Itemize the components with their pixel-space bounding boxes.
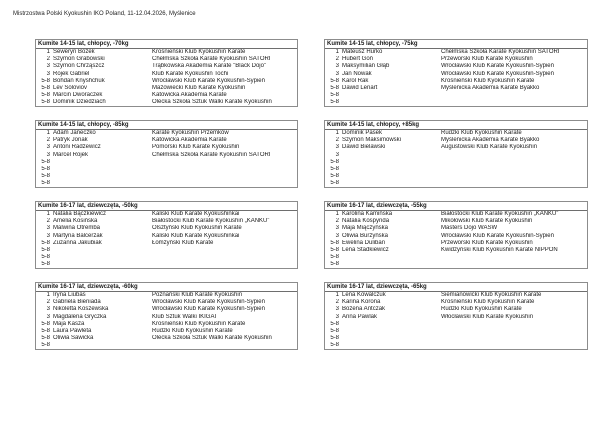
result-row — [36, 63, 297, 70]
club-cell: Włocławski Klub Karate Kyokushin — [441, 313, 534, 320]
name-cell: Ewelina Duliban — [342, 239, 386, 246]
club-cell: Rudzki Klub Kyokushin Karate — [441, 306, 522, 313]
place-cell: 3 — [335, 63, 339, 70]
name-cell: Marcin Dworaczek — [53, 92, 103, 99]
club-cell: Klub Sztuk Walki IKIGAI — [152, 313, 217, 320]
result-row — [325, 247, 587, 254]
club-cell — [152, 254, 297, 261]
name-cell: Amelia Kosińska — [53, 218, 98, 225]
name-cell: Bożena Antczak — [342, 306, 386, 313]
place-cell: 3 — [335, 70, 339, 77]
club-cell — [152, 159, 297, 166]
result-row — [36, 99, 297, 106]
name-cell: Dawid Lenart — [342, 84, 378, 91]
result-row — [325, 137, 587, 144]
result-row — [36, 292, 297, 299]
club-cell: Chełmska Szkoła Karate Kyokushin SATORI — [441, 49, 560, 55]
name-cell: Hubert Goń — [342, 56, 374, 63]
club-cell: Katowicka Akademia Karate — [152, 92, 227, 99]
result-row — [36, 342, 297, 349]
club-cell: Krośnieński Klub Kyokushin Karate — [441, 77, 535, 84]
place-cell: 3 — [46, 63, 50, 70]
box-title: Kumite 16-17 lat, dziewczęta, -55kg — [325, 202, 587, 211]
name-cell — [342, 342, 438, 349]
place-cell: 5-8 — [41, 342, 50, 349]
club-cell: Łomżyński Klub Karate — [152, 239, 214, 246]
result-row — [36, 211, 297, 218]
place-cell: 5-8 — [41, 180, 50, 187]
name-cell: Bohdan Knyshchuk — [53, 77, 105, 84]
result-row — [36, 328, 297, 335]
club-cell — [441, 99, 587, 106]
club-cell: Białostocki Klub Karate Kyokushin „KANKU” — [441, 211, 559, 217]
club-cell: Rudzki Klub Kyokushin Karate — [441, 130, 522, 136]
place-cell: 5-8 — [330, 84, 339, 91]
name-cell: Laura Pawleta — [53, 327, 92, 334]
place-cell: 3 — [335, 225, 339, 232]
club-cell — [441, 159, 587, 166]
result-row — [325, 306, 587, 313]
result-row — [325, 159, 587, 166]
club-cell: Chełmska Szkoła Karate Kyokushin SATORI — [152, 56, 271, 63]
name-cell: Lev Soloviov — [53, 84, 88, 91]
club-cell — [441, 152, 587, 159]
result-row — [325, 78, 587, 85]
result-row — [325, 166, 587, 173]
place-cell: 3 — [46, 144, 50, 151]
club-cell — [152, 180, 297, 187]
result-box — [35, 282, 298, 350]
result-row — [325, 71, 587, 78]
result-row — [36, 144, 297, 151]
name-cell: Oliwia Burzyńska — [342, 232, 389, 239]
name-cell: Oliwia Sawicka — [53, 335, 94, 342]
result-box — [35, 201, 298, 269]
place-cell: 5-8 — [330, 92, 339, 99]
place-cell: 2 — [46, 137, 50, 144]
name-cell: Szymon Chrząszcz — [53, 63, 105, 70]
result-row — [36, 180, 297, 187]
place-cell: 5-8 — [330, 165, 339, 172]
result-row — [36, 299, 297, 306]
name-cell: Karina Korona — [342, 299, 381, 306]
club-cell: Wrocławski Klub Karate Kyokushin-Sypień — [441, 70, 554, 77]
place-cell: 2 — [335, 137, 339, 144]
place-cell: 5-8 — [330, 158, 339, 165]
place-cell: 5-8 — [41, 92, 50, 99]
result-row — [36, 92, 297, 99]
club-cell: Wrocławski Klub Karate Kyokushin-Sypień — [152, 77, 265, 84]
place-cell: 1 — [46, 130, 50, 136]
result-row — [36, 240, 297, 247]
name-cell: Karolina Kamińska — [342, 211, 393, 217]
result-row — [325, 63, 587, 70]
name-cell: Natalia Bączkiewicz — [53, 211, 107, 217]
club-cell: Poznański Klub Karate Kyokushin — [152, 292, 243, 298]
name-cell — [342, 261, 438, 268]
result-row — [325, 218, 587, 225]
result-row — [325, 173, 587, 180]
name-cell: Jan Nowak — [342, 70, 372, 77]
results-grid — [35, 39, 588, 350]
club-cell: Krośnieński Klub Kyokushin Karate — [152, 320, 246, 327]
club-cell: Wrocławski Klub Karate Kyokushin-Sypień — [441, 232, 554, 239]
result-row — [36, 314, 297, 321]
place-cell: 2 — [335, 56, 339, 63]
place-cell: 3 — [46, 232, 50, 239]
result-row — [325, 130, 587, 137]
result-row — [36, 173, 297, 180]
club-cell: Myślenicka Akademia Karate Byakko — [441, 137, 540, 144]
place-cell: 5-8 — [41, 261, 50, 268]
result-row — [325, 99, 587, 106]
result-box — [324, 120, 588, 188]
place-cell: 5-8 — [41, 173, 50, 180]
club-cell: Olecka Szkoła Sztuk Walki Karate Kyokushin — [152, 335, 272, 342]
club-cell: Siemianowicki Klub Kyokushin Karate — [441, 292, 542, 298]
club-cell: Pomorski Klub Karate Kyokushin — [152, 144, 240, 151]
result-row — [36, 56, 297, 63]
name-cell — [342, 159, 438, 166]
result-row — [325, 342, 587, 349]
club-cell: Kwidzyński Klub Kyokushin Karate NIPPON — [441, 246, 558, 253]
club-cell — [152, 342, 297, 349]
name-cell: Antoni Radzewicz — [53, 144, 101, 151]
box-title: Kumite 14-15 lat, chłopcy, -85kg — [36, 121, 297, 130]
name-cell: Dominik Pasek — [342, 130, 383, 136]
name-cell — [342, 173, 438, 180]
name-cell: Rojek Gabriel — [53, 70, 90, 77]
name-cell — [342, 99, 438, 106]
place-cell: 1 — [335, 130, 339, 136]
place-cell: 5-8 — [41, 99, 50, 106]
result-row — [36, 137, 297, 144]
box-title: Kumite 16-17 lat, dziewczęta, -60kg — [36, 283, 297, 292]
place-cell: 3 — [335, 306, 339, 313]
box-title: Kumite 14-15 lat, chłopcy, -70kg — [36, 40, 297, 49]
result-row — [36, 254, 297, 261]
place-cell: 3 — [46, 306, 50, 313]
place-cell: 1 — [46, 292, 50, 298]
place-cell: 5-8 — [330, 342, 339, 349]
club-cell: Masters Dojo WASW — [441, 225, 498, 232]
result-row — [325, 261, 587, 268]
result-row — [36, 233, 297, 240]
result-row — [325, 180, 587, 187]
place-cell: 5-8 — [330, 320, 339, 327]
result-row — [36, 335, 297, 342]
club-cell: Trąbkowska Akademia Karate "Black Dojo" — [152, 63, 267, 70]
name-cell — [53, 247, 149, 254]
result-row — [325, 328, 587, 335]
place-cell: 5-8 — [330, 180, 339, 187]
name-cell — [342, 321, 438, 328]
result-row — [36, 218, 297, 225]
name-cell: Adam Janeczko — [53, 130, 96, 136]
place-cell: 5-8 — [330, 327, 339, 334]
result-row — [325, 299, 587, 306]
name-cell: Anna Pawlak — [342, 313, 378, 320]
place-cell: 5-8 — [41, 320, 50, 327]
club-cell: Augustowski Klub Karate Kyokushin — [441, 144, 538, 151]
club-cell: Krośnieński Klub Kyokushin Karate — [441, 299, 535, 306]
place-cell: 5-8 — [330, 254, 339, 261]
club-cell: Olsztyński Klub Kyokushin Karate — [152, 225, 242, 232]
club-cell — [152, 247, 297, 254]
name-cell — [342, 152, 438, 159]
club-cell: Katowicka Akademia Karate — [152, 137, 227, 144]
place-cell: 5-8 — [330, 239, 339, 246]
place-cell: 2 — [335, 218, 339, 225]
name-cell — [53, 173, 149, 180]
result-row — [325, 56, 587, 63]
name-cell: Iryna Liubas — [53, 292, 86, 298]
name-cell: Zuzanna Jakubiak — [53, 239, 102, 246]
result-row — [36, 306, 297, 313]
result-box — [324, 201, 588, 269]
place-cell: 3 — [335, 232, 339, 239]
result-box — [324, 39, 588, 107]
name-cell: Maja Kasza — [53, 320, 85, 327]
club-cell: Klub Karate Kyokushin Tochi — [152, 70, 229, 77]
club-cell: Olecka Szkoła Sztuk Walki Karate Kyokushin — [152, 99, 272, 106]
place-cell: 1 — [335, 211, 339, 217]
result-row — [325, 240, 587, 247]
place-cell: 1 — [46, 49, 50, 55]
name-cell — [53, 159, 149, 166]
result-row — [325, 314, 587, 321]
club-cell: Przeworski Klub Karate Kyokushin — [441, 239, 533, 246]
box-title: Kumite 14-15 lat, chłopcy, +85kg — [325, 121, 587, 130]
name-cell — [53, 254, 149, 261]
place-cell: 3 — [335, 144, 339, 151]
name-cell: Seweryn Bożek — [53, 49, 95, 55]
place-cell: 2 — [46, 218, 50, 225]
club-cell: Wrocławski Klub Karate Kyokushin-Sypień — [152, 306, 265, 313]
place-cell: 5-8 — [41, 335, 50, 342]
place-cell: 3 — [46, 70, 50, 77]
place-cell: 5-8 — [330, 77, 339, 84]
result-row — [36, 166, 297, 173]
result-row — [325, 49, 587, 56]
club-cell: Chełmska Szkoła Karate Kyokushin SATORI — [152, 151, 271, 158]
place-cell: 5-8 — [41, 165, 50, 172]
place-cell: 5-8 — [41, 246, 50, 253]
name-cell — [342, 254, 438, 261]
result-row — [325, 144, 587, 151]
place-cell: 5-8 — [41, 254, 50, 261]
name-cell — [53, 180, 149, 187]
result-row — [36, 152, 297, 159]
place-cell: 3 — [335, 313, 339, 320]
name-cell: Karol Rak — [342, 77, 369, 84]
result-row — [36, 85, 297, 92]
club-cell — [441, 173, 587, 180]
place-cell: 2 — [46, 299, 50, 306]
place-cell: 5-8 — [330, 335, 339, 342]
club-cell — [152, 261, 297, 268]
club-cell — [441, 180, 587, 187]
result-row — [36, 71, 297, 78]
place-cell: 5-8 — [41, 327, 50, 334]
club-cell: Kaliski Klub Karate Kyokushinkai — [152, 211, 240, 217]
result-row — [325, 152, 587, 159]
name-cell: Dominik Dziedziach — [53, 99, 106, 106]
name-cell — [342, 166, 438, 173]
name-cell: Maja Miączyńska — [342, 225, 389, 232]
club-cell: Przeworski Klub Karate Kyokushin — [441, 56, 533, 63]
club-cell: Kaliski Klub Karate Kyokushinkai — [152, 232, 240, 239]
name-cell: Szymon Maksimowski — [342, 137, 402, 144]
result-row — [325, 233, 587, 240]
result-row — [36, 321, 297, 328]
place-cell: 3 — [46, 225, 50, 232]
result-row — [325, 211, 587, 218]
club-cell: Karate Kyokushin Przemków — [152, 130, 229, 136]
club-cell — [441, 261, 587, 268]
place-cell: 5-8 — [330, 99, 339, 106]
result-row — [325, 321, 587, 328]
result-box — [35, 120, 298, 188]
name-cell — [342, 92, 438, 99]
place-cell: 5-8 — [41, 84, 50, 91]
result-row — [36, 225, 297, 232]
result-row — [325, 85, 587, 92]
club-cell — [441, 328, 587, 335]
name-cell: Mateusz Hurko — [342, 49, 383, 55]
result-row — [36, 261, 297, 268]
name-cell: Nikoletta Koszewska — [53, 306, 109, 313]
club-cell: Mazowiecki Klub Karate Kyokushin — [152, 84, 246, 91]
place-cell: 5-8 — [330, 261, 339, 268]
place-cell: 2 — [335, 299, 339, 306]
result-row — [325, 292, 587, 299]
name-cell: Maksymilian Głąb — [342, 63, 390, 70]
name-cell — [342, 328, 438, 335]
club-cell — [152, 166, 297, 173]
name-cell: Lena Stadkiewicz — [342, 246, 389, 253]
place-cell: 3 — [46, 151, 50, 158]
club-cell: Wrocławski Klub Karate Kyokushin-Sypień — [152, 299, 265, 306]
club-cell — [441, 254, 587, 261]
result-row — [36, 49, 297, 56]
name-cell — [342, 180, 438, 187]
place-cell: 1 — [335, 49, 339, 55]
name-cell: Patryk Jonak — [53, 137, 88, 144]
result-row — [325, 225, 587, 232]
name-cell: Magdalena Gryczka — [53, 313, 107, 320]
result-row — [36, 247, 297, 254]
club-cell: Rudzki Klub Kyokushin Karate — [152, 327, 233, 334]
name-cell — [342, 335, 438, 342]
club-cell: Białostocki Klub Karate Kyokushin „KANKU” — [152, 218, 270, 225]
name-cell: Dawid Bielawski — [342, 144, 386, 151]
place-cell: 1 — [46, 211, 50, 217]
box-title: Kumite 14-15 lat, chłopcy, -75kg — [325, 40, 587, 49]
result-row — [36, 159, 297, 166]
result-row — [325, 92, 587, 99]
box-title: Kumite 16-17 lat, dziewczęta, -50kg — [36, 202, 297, 211]
club-cell — [441, 92, 587, 99]
club-cell — [441, 342, 587, 349]
result-row — [325, 335, 587, 342]
name-cell: Marcel Rojek — [53, 151, 89, 158]
box-title: Kumite 16-17 lat, dziewczęta, -65kg — [325, 283, 587, 292]
club-cell: Wrocławski Klub Karate Kyokushin-Sypień — [441, 63, 554, 70]
club-cell — [441, 335, 587, 342]
place-cell: 5-8 — [41, 77, 50, 84]
name-cell: Lena Kowalczuk — [342, 292, 386, 298]
result-row — [325, 254, 587, 261]
result-box — [324, 282, 588, 350]
name-cell: Szymon Grabowski — [53, 56, 105, 63]
club-cell: Myślenicka Akademia Karate Byakko — [441, 84, 540, 91]
place-cell: 5-8 — [41, 158, 50, 165]
place-cell: 2 — [46, 56, 50, 63]
place-cell: 5-8 — [330, 246, 339, 253]
place-cell: 3 — [335, 151, 339, 158]
name-cell: Malwina Otremba — [53, 225, 101, 232]
name-cell — [53, 342, 149, 349]
result-box — [35, 39, 298, 107]
page-title: Mistrzostwa Polski Kyokushin IKO Poland, 11-12.04.2026, Myślenice — [13, 11, 196, 17]
club-cell — [152, 173, 297, 180]
club-cell: Krośnieński Klub Kyokushin Karate — [152, 49, 246, 55]
place-cell: 5-8 — [41, 239, 50, 246]
club-cell — [441, 321, 587, 328]
club-cell: Mikołowski Klub Karate Kyokushin — [441, 218, 533, 225]
name-cell: Gabriela Bieniada — [53, 299, 101, 306]
name-cell — [53, 261, 149, 268]
result-row — [36, 78, 297, 85]
result-row — [36, 130, 297, 137]
name-cell — [53, 166, 149, 173]
club-cell — [441, 166, 587, 173]
place-cell: 1 — [335, 292, 339, 298]
name-cell: Natalia Kospynda — [342, 218, 390, 225]
place-cell: 3 — [46, 313, 50, 320]
name-cell: Martyna Balcerzak — [53, 232, 103, 239]
place-cell: 5-8 — [330, 173, 339, 180]
